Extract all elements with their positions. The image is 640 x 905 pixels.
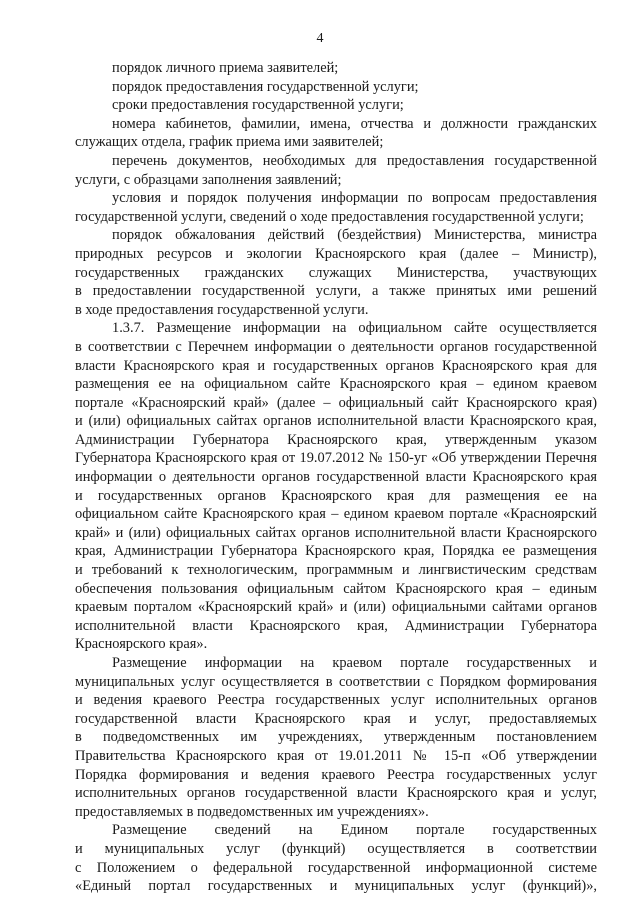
text-line: перечень документов, необходимых для предоставления государственной: [112, 152, 597, 169]
text-line: Правительства Красноярского края от 19.01.2011 № 15-п «Об утверждении: [75, 747, 597, 764]
text-line: краевым порталом «Красноярский край» и (или) официальными сайтами органов: [75, 599, 597, 616]
text-line: в подведомственных им учреждениях, утвержденным постановлением: [75, 729, 597, 746]
text-line: края, Администрации Губернатора Красноярского края, Порядка ее размещения: [75, 543, 597, 560]
text-line: и требований к технологическим, программным и лингвистическим средствам: [75, 562, 597, 579]
text-line: Порядка формирования и ведения краевого Реестра государственных услуг: [75, 766, 597, 783]
text-line: порядок предоставления государственной услуги;: [112, 78, 419, 95]
text-line: обеспечения пользования официальным сайтом Красноярского края – единым: [75, 580, 597, 597]
text-line: Размещение информации на краевом портале государственных и: [112, 655, 597, 671]
text-line: порядок личного приема заявителей;: [112, 60, 339, 76]
text-line: Губернатора Красноярского края от 19.07.2012 № 150-уг «Об утверждении Перечня: [75, 450, 597, 467]
text-line: официальном сайте Красноярского края – едином краевом портале «Красноярский: [75, 506, 597, 523]
text-line: служащих отдела, график приема ими заявителей;: [75, 134, 384, 151]
text-line: Размещение сведений на Едином портале государственных: [112, 822, 597, 839]
text-line: исполнительных органов государственной власти Красноярского края и услуг,: [75, 785, 597, 802]
text-line: с Положением о федеральной государственной информационной системе: [75, 859, 597, 876]
text-line: в ходе предоставления государственной услуги.: [75, 301, 369, 318]
text-line: услуги, с образцами заполнения заявлений;: [75, 171, 342, 188]
text-line: власти Красноярского края и государственных органов Красноярского края для: [75, 357, 597, 374]
text-line: размещения ее на официальном сайте Красноярского края – едином краевом: [75, 376, 597, 393]
text-line: и государственных органов Красноярского края для размещения ее на: [75, 487, 597, 504]
text-line: в предоставлении государственной услуги, а также принятых ими решений: [75, 283, 597, 300]
text-line: 1.3.7. Размещение информации на официальном сайте осуществляется: [112, 320, 597, 337]
text-line: и (или) официальных сайтах органов исполнительной власти Красноярского края,: [75, 413, 597, 430]
text-line: край» и (или) официальных сайтах органов исполнительной власти Красноярского: [75, 524, 597, 541]
text-line: исполнительной власти Красноярского края, Администрации Губернатора: [75, 617, 597, 634]
text-line: природных ресурсов и экологии Красноярского края (далее – Министр),: [75, 245, 597, 262]
text-line: муниципальных услуг осуществляется в соответствии с Порядком формирования: [75, 673, 597, 690]
text-line: и муниципальных услуг (функций) осуществляется в соответствии: [75, 840, 597, 857]
text-line: государственных гражданских служащих Министерства, участвующих: [75, 264, 597, 281]
text-line: порядок обжалования действий (бездействия) Министерства, министра: [112, 227, 597, 244]
text-line: предоставляемых в подведомственных им учреждениях».: [75, 803, 429, 820]
text-line: «Единый портал государственных и муниципальных услуг (функций)»,: [75, 878, 597, 895]
text-line: государственной услуги, сведений о ходе предоставления государственной услуги;: [75, 208, 584, 225]
text-line: информации о деятельности органов государственной власти Красноярского края: [75, 469, 597, 486]
text-line: сроки предоставления государственной услуги;: [112, 97, 404, 114]
text-line: в соответствии с Перечнем информации о деятельности органов государственной: [75, 338, 597, 355]
text-line: Администрации Губернатора Красноярского края, утвержденным указом: [75, 431, 597, 448]
text-line: номера кабинетов, фамилии, имена, отчества и должности гражданских: [112, 115, 597, 132]
page-number: 4: [316, 31, 324, 46]
document-body: [75, 59, 597, 896]
text-line: и ведения краевого Реестра государственных услуг исполнительных органов: [75, 692, 597, 709]
text-line: государственной власти Красноярского края и услуг, предоставляемых: [75, 710, 597, 727]
text-line: условия и порядок получения информации по вопросам предоставления: [112, 190, 597, 207]
text-line: Красноярского края».: [75, 636, 208, 653]
text-line: портале «Красноярский край» (далее – официальный сайт Красноярского края): [75, 394, 597, 411]
